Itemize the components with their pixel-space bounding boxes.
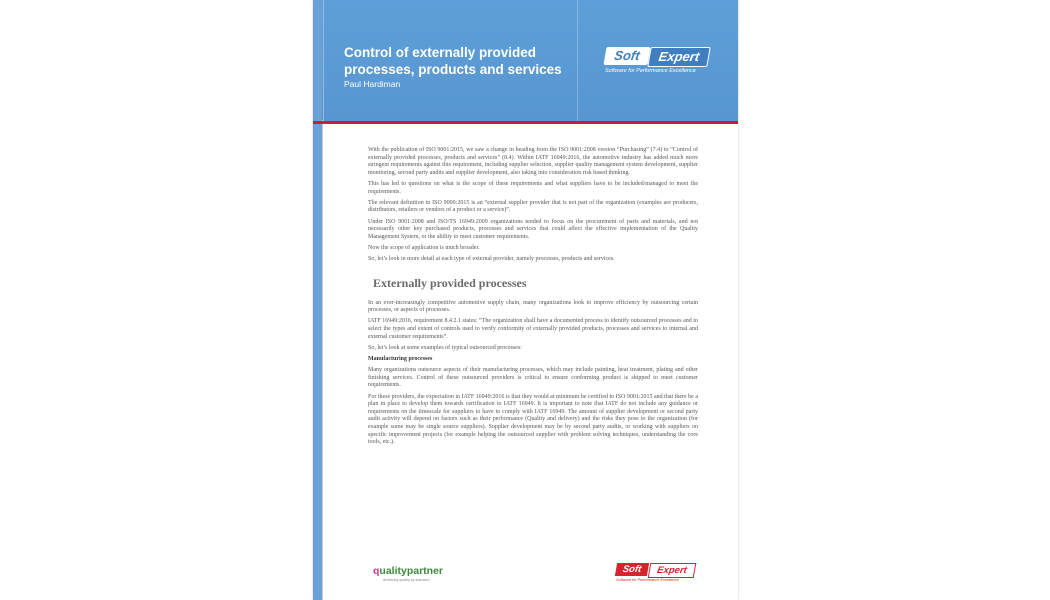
footer-softexpert-logo: [616, 563, 696, 587]
body-paragraph: Under ISO 9001:2008 and ISO/TS 16949:2009 organizations tended to focus on the procurement of parts and materials, and not necessarily other key purchased products, processes and services that could affect the effective implementation of the Quality Management System, or the ability to meet customer requirements.: [368, 218, 698, 240]
body-paragraph: For these providers, the expectation in IATF 16949:2016 is that they would at minimum be certified to ISO 9001:2015 and that there be a plan in place to develop them towards certification to IATF 16949. It is important to note that IATF do not include any guidance or requirements on the timescale for suppliers to have to comply with IATF 16949. The amount of supplier development or second party audit activity will depend on factors such as their performance (Quality and delivery) and the risks they pose to the organization (for example some may be single source suppliers). Supplier development may be by second party audits, or working with suppliers on specific improvement projects (for example helping the outsourced supplier with problem solving techniques, understanding the core tools, etc.).: [368, 393, 698, 446]
body-paragraph: So, let’s look in more detail at each type of external provider, namely processes, products and services.: [368, 256, 615, 263]
qp-rest: ualitypartner: [379, 565, 444, 577]
document-title: Control of externally provided processes, products and services: [344, 45, 562, 77]
body-paragraph: IATF 16949:2016, requirement 8.4.2.1 states: “The organization shall have a documented process to identify outsourced processes and to select the types and extent of controls used to verify conformity of externally provided products, processes and services to internal and external customer requirements”.: [368, 318, 698, 340]
body-paragraph: With the publication of ISO 9001:2015, we saw a change in heading from the ISO 9001:2008 version “Purchasing” (7.4) to “Control of externally provided processes, products and services” (8.4). Within IATF 16949:2016, the automotive industry has added much more stringent requirements against this requirement, including supplier selection, supplier quality management system development, supplier monitoring, second party audits and supplier development, also taking into consideration risk based thinking.: [368, 147, 698, 176]
logo-soft-text: Soft: [603, 47, 650, 65]
header-divider: [323, 0, 324, 121]
footer-logo-tagline: Software for Performance Excellence: [616, 578, 679, 582]
body-paragraph: Many organizations outsource aspects of their manufacturing processes, which may include painting, heat treatment, plating and other finishing services. Control of these outsourced providers is critical to ensure conforming product is shipped to meet customer requirements.: [368, 367, 698, 389]
softexpert-logo: [603, 47, 715, 79]
qualitypartner-logo: [373, 565, 483, 589]
footer-logo-soft: Soft: [615, 563, 649, 576]
document-page: [313, 0, 738, 600]
body-paragraph: The relevant definition in ISO 9000:2015 is an “external supplier provider that is not part of the organization (examples are producers, distributors, retailers or vendors of a product or a service)”.: [368, 199, 698, 214]
body-paragraph: In an ever-increasingly competitive automotive supply chain, many organizations look to improve efficiency by outsourcing certain processes, or aspects of processes.: [368, 299, 698, 314]
section-heading: Externally provided processes: [373, 275, 527, 290]
qualitypartner-wordmark: [373, 565, 483, 577]
document-author: Paul Hardiman: [344, 79, 401, 89]
body-paragraph: So, let’s look at some examples of typical outsourced processes:: [368, 344, 522, 351]
footer-logo-expert: Expert: [648, 563, 697, 578]
page-header: [313, 0, 738, 121]
document-body: [368, 147, 698, 450]
body-paragraph: Now the scope of application is much broader.: [368, 244, 480, 251]
subsection-heading: Manufacturing processes: [368, 356, 433, 363]
left-margin-bar: [313, 0, 322, 600]
qualitypartner-tagline: delivering quality by standard: [383, 578, 430, 582]
left-margin-line: [322, 120, 323, 600]
logo-tagline: Software for Performance Excellence: [605, 68, 696, 74]
logo-expert-text: Expert: [647, 47, 711, 67]
body-paragraph: This has led to questions on what is the scope of these requirements and what suppliers have to be included/managed to meet the requirements.: [368, 180, 698, 195]
qp-q: q: [373, 565, 380, 577]
header-red-rule: [313, 121, 738, 124]
